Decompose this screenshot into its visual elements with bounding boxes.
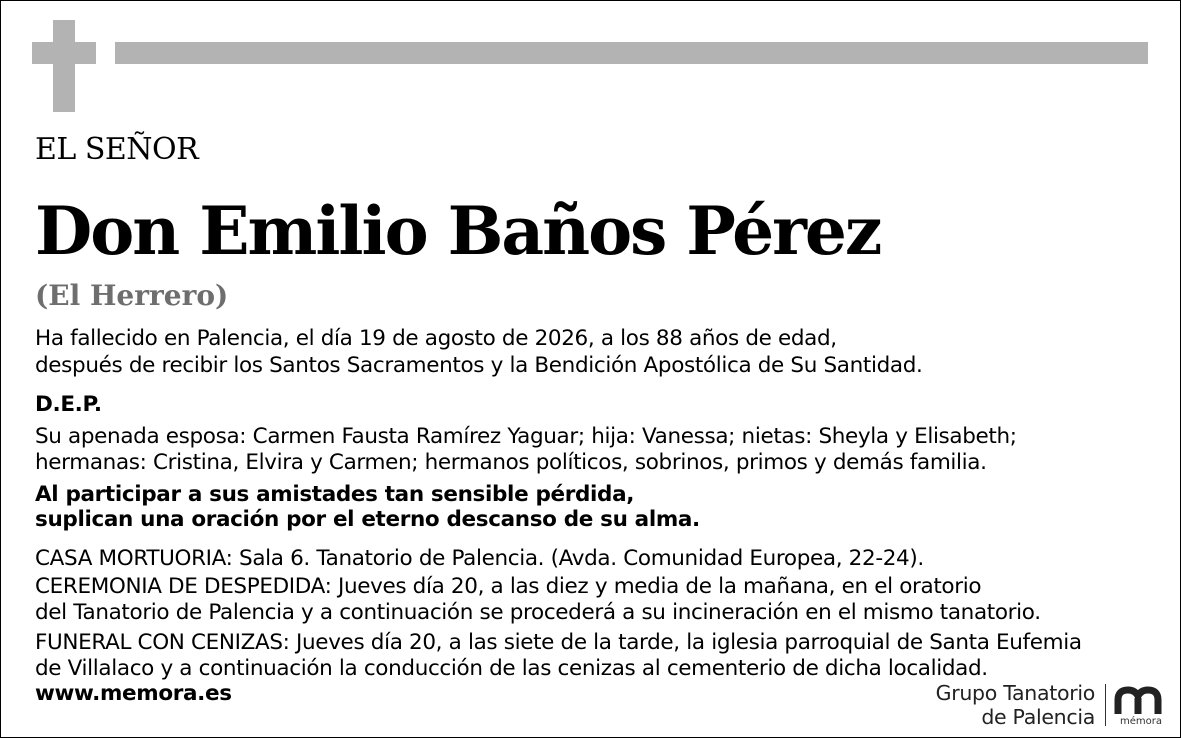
funeral-line-1: FUNERAL CON CENIZAS: Jueves día 20, a las siete de la tarde, la iglesia parroquial de Santa Eufemia xyxy=(35,630,1082,655)
nickname: (El Herrero) xyxy=(35,279,229,312)
family-line-2: hermanas: Cristina, Elvira y Carmen; hermanos políticos, sobrinos, primos y demás familia. xyxy=(35,450,987,475)
funeral-line-2: de Villalaco y a continuación la conducción de las cenizas al cementerio de dicha localidad. xyxy=(35,656,988,681)
funeral-home-line-1: Grupo Tanatorio xyxy=(935,681,1095,705)
ceremonia-line-2: del Tanatorio de Palencia y a continuación se procederá a su incineración en el mismo tanatorio. xyxy=(35,600,1041,625)
funeral-home-line-2: de Palencia xyxy=(981,705,1095,729)
request-line-2: suplican una oración por el eterno descanso de su alma. xyxy=(35,507,700,532)
death-line-2: después de recibir los Santos Sacramentos y la Bendición Apostólica de Su Santidad. xyxy=(35,353,923,378)
request-line-1: Al participar a sus amistades tan sensible pérdida, xyxy=(35,482,635,507)
death-line-1: Ha fallecido en Palencia, el día 19 de agosto de 2026, a los 88 años de edad, xyxy=(35,326,837,351)
ceremonia-line-1: CEREMONIA DE DESPEDIDA: Jueves día 20, a las diez y media de la mañana, en el oratorio xyxy=(35,574,982,599)
funeral-home-name xyxy=(936,681,1095,729)
casa-mortuoria: CASA MORTUORIA: Sala 6. Tanatorio de Palencia. (Avda. Comunidad Europea, 22-24). xyxy=(35,546,924,571)
deceased-name: Don Emilio Baños Pérez xyxy=(35,192,881,270)
cross-icon-horizontal xyxy=(32,42,96,64)
memora-logo-word: mémora xyxy=(1120,716,1162,727)
cross-icon-vertical xyxy=(53,20,75,112)
header-bar xyxy=(115,42,1148,64)
dep-label: D.E.P. xyxy=(35,392,102,417)
family-line-1: Su apenada esposa: Carmen Fausta Ramírez Yaguar; hija: Vanessa; nietas: Sheyla y Elisabeth; xyxy=(35,424,1017,449)
brand-divider xyxy=(1105,684,1106,726)
website-link[interactable]: www.memora.es xyxy=(35,681,232,706)
pre-title: EL SEÑOR xyxy=(35,132,199,167)
